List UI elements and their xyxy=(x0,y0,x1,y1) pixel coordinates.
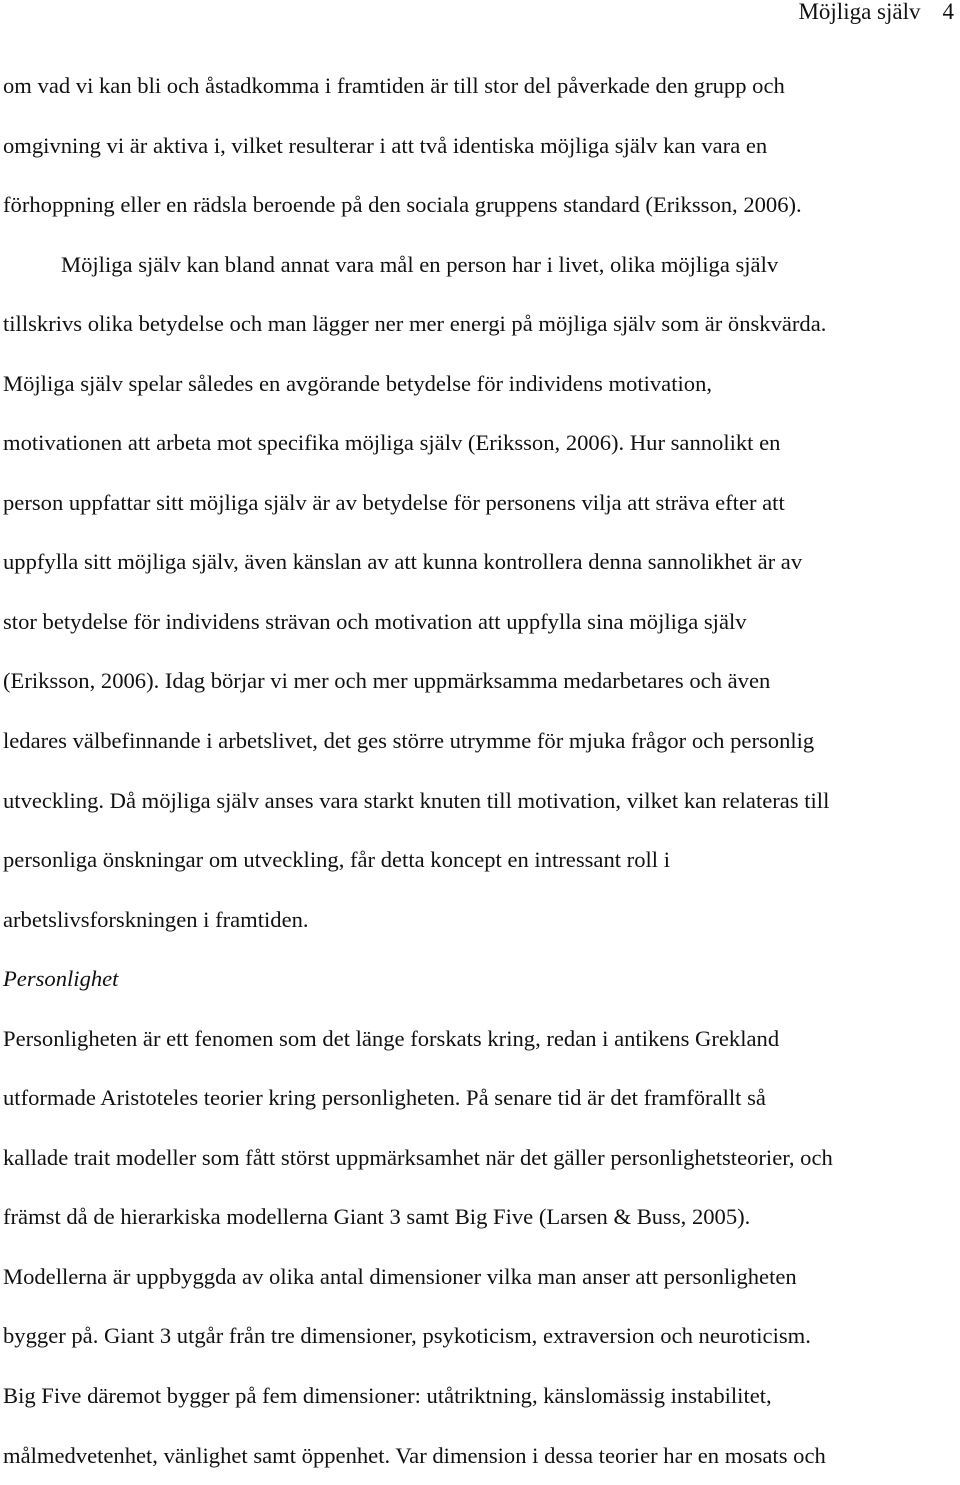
text-line: Möjliga själv kan bland annat vara mål en person har i livet, olika möjliga själv xyxy=(61,251,779,277)
text-line: Personligheten är ett fenomen som det länge forskats kring, redan i antikens Grekland xyxy=(3,1025,780,1051)
text-line: (Eriksson, 2006). Idag börjar vi mer och mer uppmärksamma medarbetares och även xyxy=(3,668,771,694)
text-line: främst då de hierarkiska modellerna Giant 3 samt Big Five (Larsen & Buss, 2005). xyxy=(3,1204,751,1230)
text-line: ledares välbefinnande i arbetslivet, det ges större utrymme för mjuka frågor och personlig xyxy=(3,728,815,754)
text-line: Möjliga själv spelar således en avgörande betydelse för individens motivation, xyxy=(3,370,713,396)
text-line: tillskrivs olika betydelse och man lägger ner mer energi på möjliga själv som är önskvärda. xyxy=(3,311,827,337)
text-line: målmedvetenhet, vänlighet samt öppenhet. Var dimension i dessa teorier har en mosats och xyxy=(3,1442,826,1468)
body-text xyxy=(3,56,960,1485)
page-number: 4 xyxy=(942,0,954,24)
text-line: omgivning vi är aktiva i, vilket resulterar i att två identiska möjliga själv kan vara en xyxy=(3,132,768,158)
section-heading: Personlighet xyxy=(3,966,119,992)
text-line: person uppfattar sitt möjliga själv är av betydelse för personens vilja att sträva efter att xyxy=(3,489,785,515)
text-line: personliga önskningar om utveckling, får detta koncept en intressant roll i xyxy=(3,847,670,873)
text-line: utformade Aristoteles teorier kring personligheten. På senare tid är det framförallt så xyxy=(3,1085,766,1111)
text-line: arbetslivsforskningen i framtiden. xyxy=(3,906,309,932)
text-line: motivationen att arbeta mot specifika möjliga själv (Eriksson, 2006). Hur sannolikt en xyxy=(3,430,781,456)
text-line: Big Five däremot bygger på fem dimensioner: utåtriktning, känslomässig instabilitet, xyxy=(3,1383,772,1409)
text-line: om vad vi kan bli och åstadkomma i framtiden är till stor del påverkade den grupp och xyxy=(3,73,785,98)
text-line: stor betydelse för individens strävan och motivation att uppfylla sina möjliga själv xyxy=(3,608,747,634)
text-line: uppfylla sitt möjliga själv, även känslan av att kunna kontrollera denna sannolikhet är av xyxy=(3,549,803,575)
running-head xyxy=(798,0,954,28)
text-line: kallade trait modeller som fått störst uppmärksamhet när det gäller personlighetsteorier, och xyxy=(3,1144,833,1170)
text-line: utveckling. Då möjliga själv anses vara starkt knuten till motivation, vilket kan relateras till xyxy=(3,787,830,813)
text-line: förhoppning eller en rädsla beroende på den sociala gruppens standard (Eriksson, 2006). xyxy=(3,192,802,218)
running-title: Möjliga själv xyxy=(798,0,921,24)
text-line: bygger på. Giant 3 utgår från tre dimensioner, psykoticism, extraversion och neuroticism. xyxy=(3,1323,811,1349)
text-line: Modellerna är uppbyggda av olika antal dimensioner vilka man anser att personligheten xyxy=(3,1263,797,1289)
